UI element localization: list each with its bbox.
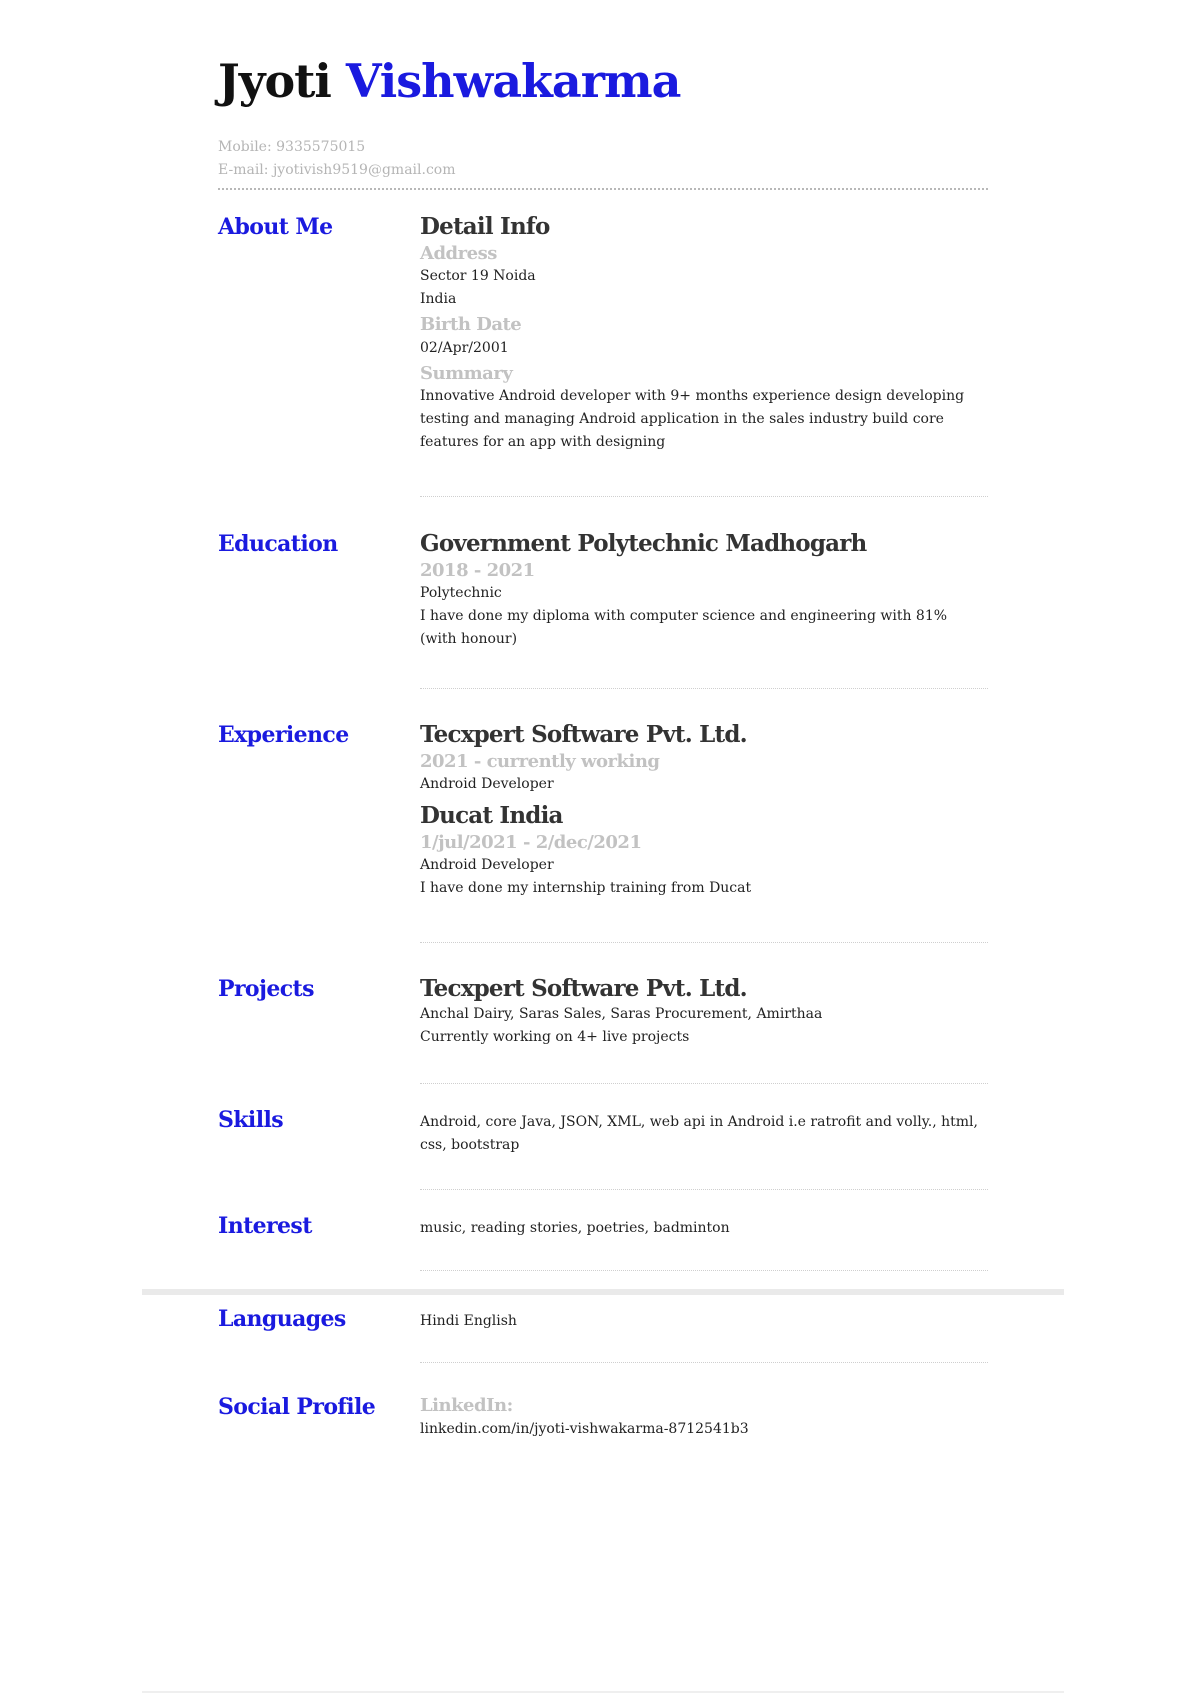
job-period: 2021 - currently working <box>420 750 660 772</box>
birth-date-value: 02/Apr/2001 <box>420 339 509 356</box>
skills-text: Android, core Java, JSON, XML, web api in Android i.e ratrofit and volly., html, css, bootstrap <box>420 1114 978 1153</box>
summary-label: Summary <box>420 362 513 384</box>
job-company: Tecxpert Software Pvt. Ltd. <box>420 721 747 748</box>
skills-content <box>420 1111 988 1157</box>
interest-content <box>420 1217 988 1240</box>
section-title-skills: Skills <box>218 1107 283 1133</box>
section-title-social: Social Profile <box>218 1394 376 1420</box>
languages-text: Hindi English <box>420 1313 517 1329</box>
about-content <box>420 213 988 454</box>
interest-text: music, reading stories, poetries, badminton <box>420 1220 730 1236</box>
job-company: Ducat India <box>420 802 563 830</box>
mobile-number: Mobile: 9335575015 <box>218 139 366 155</box>
section-divider <box>420 1083 988 1084</box>
education-content <box>420 530 988 651</box>
job-period: 1/jul/2021 - 2/dec/2021 <box>420 831 642 853</box>
education-years: 2018 - 2021 <box>420 559 535 581</box>
section-divider <box>420 942 988 943</box>
job-role: Android Developer <box>420 776 554 793</box>
languages-content <box>420 1310 988 1333</box>
social-content <box>420 1395 988 1441</box>
job-role: Android Developer <box>420 857 554 874</box>
address-line-2: India <box>420 291 457 308</box>
address-line-1: Sector 19 Noida <box>420 268 536 285</box>
section-divider <box>420 1189 988 1190</box>
section-title-education: Education <box>218 531 338 557</box>
project-status: Currently working on 4+ live projects <box>420 1028 690 1045</box>
first-name: Jyoti <box>218 54 331 108</box>
section-title-projects: Projects <box>218 976 314 1002</box>
project-list: Anchal Dairy, Saras Sales, Saras Procurement, Amirthaa <box>420 1005 823 1022</box>
section-title-interest: Interest <box>218 1213 312 1239</box>
page-break-band <box>142 1289 1064 1295</box>
summary-text: Innovative Android developer with 9+ months experience design developing testing and managing Android application in the sales industry build core features for an app with designing <box>420 388 965 451</box>
section-divider <box>420 1362 988 1363</box>
linkedin-label: LinkedIn: <box>420 1395 513 1416</box>
resume-name <box>218 54 681 108</box>
section-title-languages: Languages <box>218 1306 346 1332</box>
header-divider <box>218 188 988 190</box>
education-details: I have done my diploma with computer science and engineering with 81% (with honour) <box>420 608 948 648</box>
section-divider <box>420 688 988 689</box>
degree: Polytechnic <box>420 585 502 602</box>
section-divider <box>420 496 988 497</box>
section-divider <box>420 1270 988 1271</box>
birth-date-label: Birth Date <box>420 314 522 336</box>
project-company: Tecxpert Software Pvt. Ltd. <box>420 975 747 1002</box>
experience-content <box>420 721 988 900</box>
email-address: E-mail: jyotivish9519@gmail.com <box>218 162 456 178</box>
projects-content <box>420 975 988 1049</box>
linkedin-url[interactable]: linkedin.com/in/jyoti-vishwakarma-8712541b3 <box>420 1420 749 1437</box>
institution-name: Government Polytechnic Madhogarh <box>420 530 867 557</box>
section-title-experience: Experience <box>218 722 349 748</box>
page-bottom-divider <box>142 1691 1064 1693</box>
last-name: Vishwakarma <box>345 54 681 108</box>
job-note: I have done my internship training from Ducat <box>420 880 752 897</box>
section-title-about: About Me <box>218 214 333 240</box>
detail-info-heading: Detail Info <box>420 213 550 240</box>
address-label: Address <box>420 242 497 264</box>
